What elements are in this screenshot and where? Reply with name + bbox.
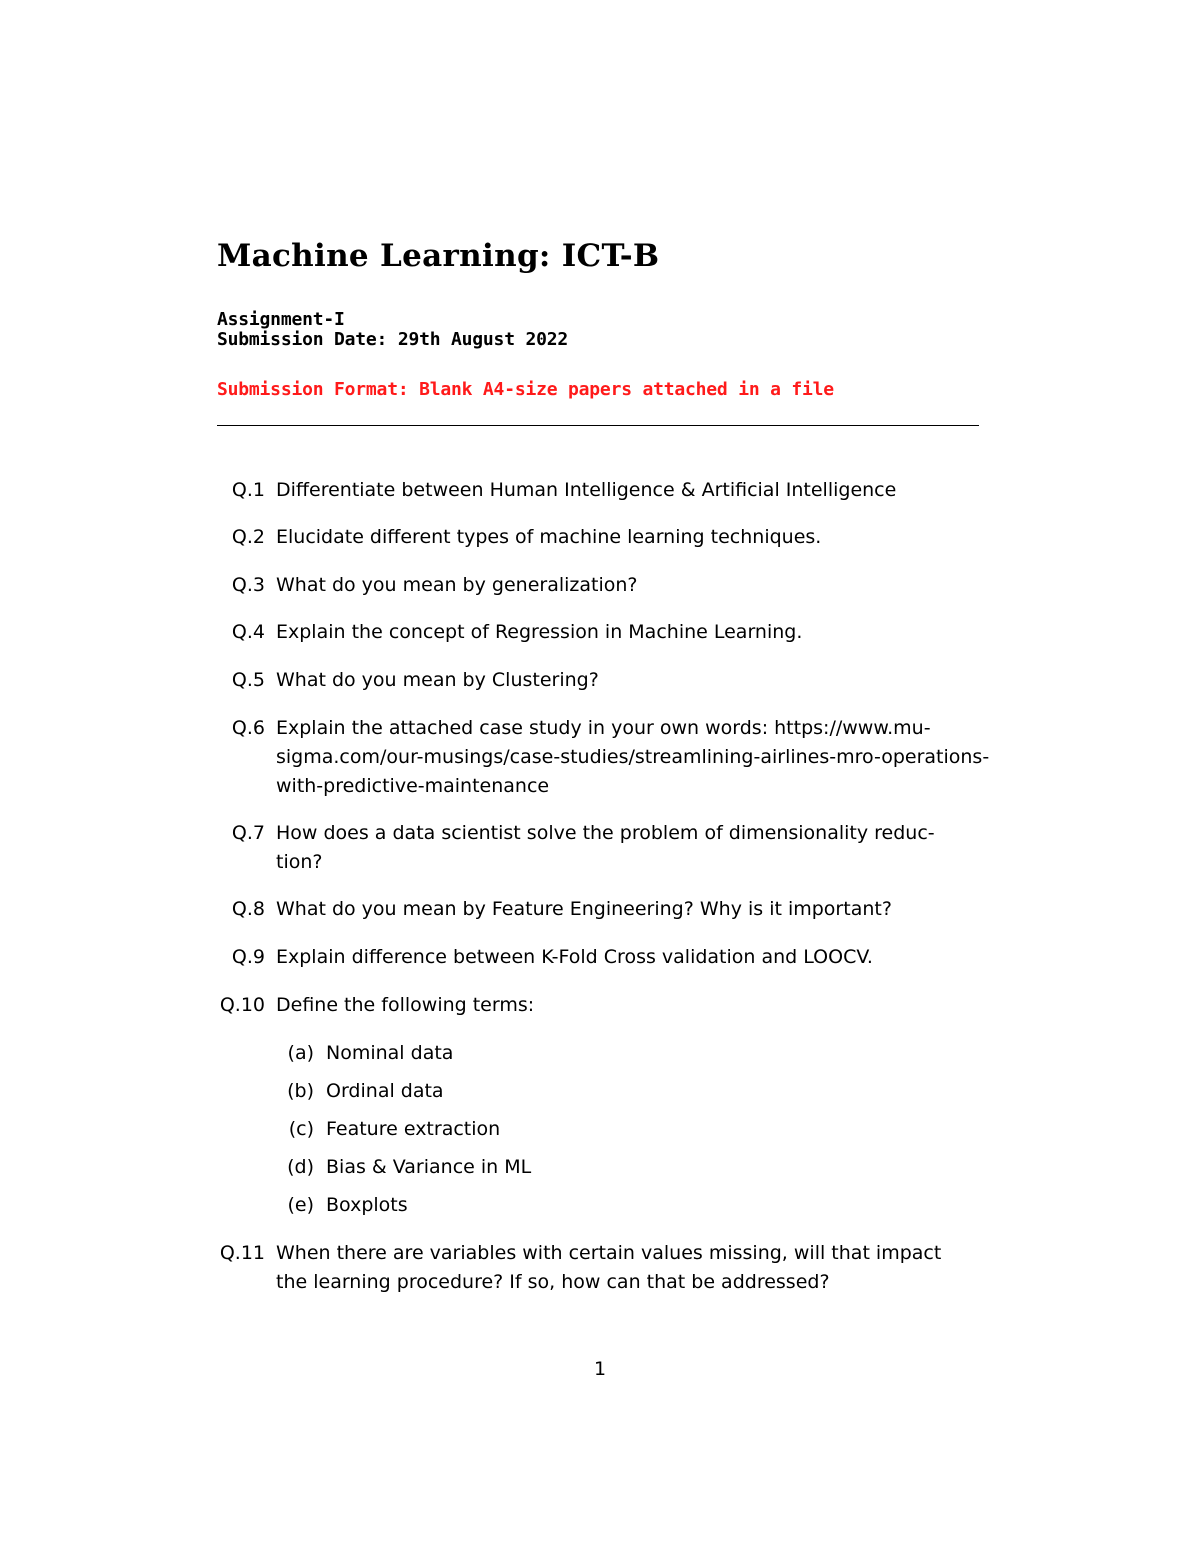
question-text: What do you mean by generalization? [276, 574, 638, 596]
term-text: Bias & Variance in ML [326, 1156, 532, 1178]
question-number: Q.6 [231, 717, 265, 739]
question-text: What do you mean by Clustering? [276, 669, 599, 691]
term-text: Ordinal data [326, 1080, 444, 1102]
question-number: Q.4 [231, 621, 265, 643]
submission-format: Submission Format: Blank A4-size papers attached in a file [217, 379, 834, 400]
term-label: (e) [287, 1194, 314, 1216]
question-text: Differentiate between Human Intelligence & Artificial Intelligence [276, 479, 897, 501]
document-title: Machine Learning: ICT-B [217, 238, 660, 274]
question-number: Q.2 [231, 526, 265, 548]
term-label: (c) [288, 1118, 314, 1140]
question-number: Q.1 [231, 479, 265, 501]
term-label: (b) [287, 1080, 314, 1102]
question-text: What do you mean by Feature Engineering? Why is it important? [276, 898, 892, 920]
question-text: Explain the concept of Regression in Machine Learning. [276, 621, 803, 643]
assignment-label: Assignment-I [217, 309, 345, 330]
question-text: When there are variables with certain values missing, will that impact the learning procedure? If so, how can that be addressed? [276, 1242, 942, 1293]
submission-date: Submission Date: 29th August 2022 [217, 329, 569, 350]
term-text: Boxplots [326, 1194, 408, 1216]
question-text: Explain difference between K-Fold Cross validation and LOOCV. [276, 946, 873, 968]
question-number: Q.8 [231, 898, 265, 920]
question-number: Q.10 [219, 994, 265, 1016]
page-number: 1 [593, 1358, 607, 1380]
term-label: (d) [287, 1156, 314, 1178]
question-text: Define the following terms: [276, 994, 535, 1016]
horizontal-rule [217, 425, 979, 426]
term-label: (a) [287, 1042, 314, 1064]
term-text: Feature extraction [326, 1118, 501, 1140]
question-number: Q.11 [219, 1242, 265, 1264]
question-number: Q.9 [231, 946, 265, 968]
question-number: Q.7 [231, 822, 265, 844]
question-text: How does a data scientist solve the problem of dimensionality reduc- tion? [276, 822, 935, 873]
question-text: Elucidate different types of machine learning techniques. [276, 526, 822, 548]
question-number: Q.5 [231, 669, 265, 691]
question-text: Explain the attached case study in your own words: https://www.mu- sigma.com/our-musings/case-studies/streamlining-airlines-mro-operations- with-predictive-maintenance [276, 717, 990, 797]
question-number: Q.3 [231, 574, 265, 596]
term-text: Nominal data [326, 1042, 454, 1064]
